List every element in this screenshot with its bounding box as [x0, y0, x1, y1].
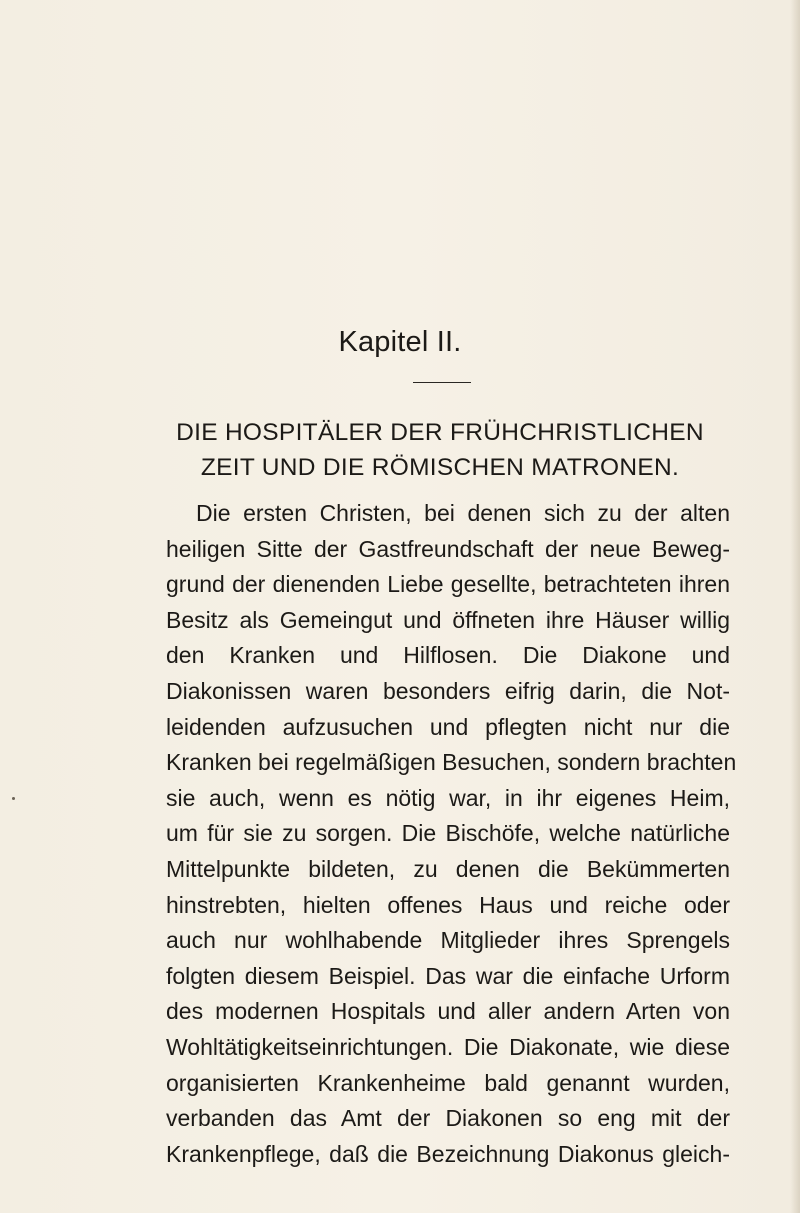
- page-edge-shadow: [790, 0, 800, 1213]
- text-line: sie auch, wenn es nötig war, in ihr eigenes Heim,: [166, 784, 730, 811]
- text-line: grund der dienenden Liebe gesellte, betrachteten ihren: [166, 571, 730, 598]
- text-line: organisierten Krankenheime bald genannt wurden,: [166, 1069, 730, 1096]
- text-line: Mittelpunkte bildeten, zu denen die Bekümmerten: [166, 855, 730, 882]
- heading-line-1: DIE HOSPITÄLER DER FRÜHCHRISTLICHEN: [176, 419, 704, 446]
- text-line: Die ersten Christen, bei denen sich zu der alten: [196, 500, 730, 526]
- text-line: hinstrebten, hielten offenes Haus und reiche oder: [166, 891, 730, 918]
- title-divider: [413, 382, 471, 383]
- text-line: leidenden aufzusuchen und pflegten nicht nur die: [166, 713, 730, 740]
- section-heading: [150, 415, 730, 485]
- chapter-title: Kapitel II.: [338, 326, 462, 358]
- text-line: folgten diesem Beispiel. Das war die einfache Urform: [166, 962, 730, 989]
- text-line: heiligen Sitte der Gastfreundschaft der neue Beweg-: [166, 535, 730, 562]
- text-line: Wohltätigkeitseinrichtungen. Die Diakonate, wie diese: [166, 1033, 730, 1060]
- margin-speck: [12, 797, 15, 800]
- text-line: des modernen Hospitals und aller andern Arten von: [166, 998, 730, 1025]
- text-line: auch nur wohlhabende Mitglieder ihres Sprengels: [166, 927, 730, 954]
- text-line: um für sie zu sorgen. Die Bischöfe, welche natürliche: [166, 820, 730, 847]
- text-line: verbanden das Amt der Diakonen so eng mit der: [166, 1105, 730, 1132]
- text-line: Diakonissen waren besonders eifrig darin, die Not-: [166, 677, 730, 704]
- heading-line-2: ZEIT UND DIE RÖMISCHEN MATRONEN.: [200, 454, 680, 481]
- text-line: Krankenpflege, daß die Bezeichnung Diakonus gleich-: [166, 1140, 730, 1167]
- text-line: Kranken bei regelmäßigen Besuchen, sondern brachten: [166, 749, 737, 776]
- body-paragraph: [166, 496, 737, 1172]
- text-line: Besitz als Gemeingut und öffneten ihre Häuser willig: [166, 606, 730, 633]
- text-line: den Kranken und Hilflosen. Die Diakone und: [166, 642, 730, 669]
